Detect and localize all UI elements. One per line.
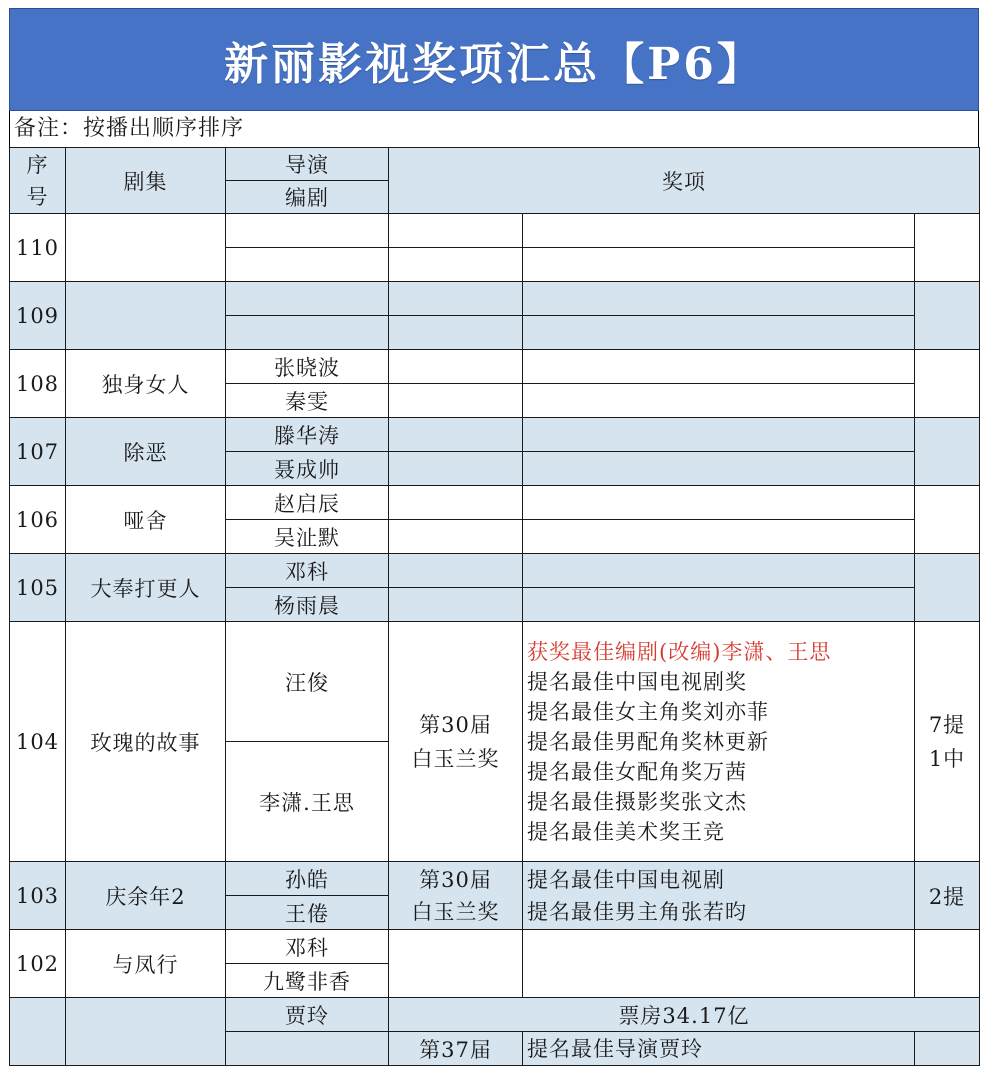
director-cell: 邓科 (226, 554, 389, 588)
count-cell (915, 1032, 980, 1066)
awards-cell (523, 214, 915, 248)
ceremony-cell (389, 214, 523, 248)
awards-cell: 提名最佳导演贾玲 (523, 1032, 915, 1066)
awards-cell (523, 554, 915, 588)
header-writer: 编剧 (226, 181, 389, 214)
award-item: 提名最佳摄影奖张文杰 (527, 789, 747, 814)
awards-cell (523, 316, 915, 350)
ceremony-cell (389, 282, 523, 316)
count-cell (915, 418, 980, 486)
row-number: 108 (10, 350, 66, 418)
writer-cell: 九鹭非香 (226, 964, 389, 998)
header-seq-bottom: 号 (26, 184, 49, 209)
row-number: 103 (10, 862, 66, 930)
director-cell: 滕华涛 (226, 418, 389, 452)
row-number: 107 (10, 418, 66, 486)
ceremony-cell (389, 384, 523, 418)
awards-cell (523, 622, 915, 862)
ceremony-cell (389, 248, 523, 282)
award-item: 提名最佳男主角张若昀 (527, 899, 747, 924)
row-number: 104 (10, 622, 66, 862)
awards-cell (523, 452, 915, 486)
awards-cell (523, 418, 915, 452)
writer-cell (226, 1032, 389, 1066)
table-row (10, 862, 980, 896)
table-row (10, 486, 980, 520)
ceremony-cell: 第37届 (389, 1032, 523, 1066)
awards-cell (523, 282, 915, 316)
row-number: 106 (10, 486, 66, 554)
director-cell: 张晓波 (226, 350, 389, 384)
table-row (10, 622, 980, 742)
drama-title: 独身女人 (66, 350, 226, 418)
count-cell (915, 350, 980, 418)
page-title: 新丽影视奖项汇总【P6】 (9, 8, 979, 111)
award-item: 提名最佳男配角奖林更新 (527, 729, 769, 754)
drama-title: 除恶 (66, 418, 226, 486)
row-number: 105 (10, 554, 66, 622)
header-row (10, 148, 980, 181)
award-item: 提名最佳女配角奖万茜 (527, 759, 747, 784)
awards-cell (523, 384, 915, 418)
drama-title (66, 998, 226, 1066)
header-seq (10, 148, 66, 214)
row-number (10, 998, 66, 1066)
count-cell (915, 214, 980, 282)
awards-cell (523, 350, 915, 384)
writer-cell: 王倦 (226, 896, 389, 930)
writer-cell: 杨雨晨 (226, 588, 389, 622)
award-item: 提名最佳中国电视剧 (527, 867, 725, 892)
ceremony-cell (389, 316, 523, 350)
header-seq-top: 序 (26, 152, 49, 177)
director-cell: 孙皓 (226, 862, 389, 896)
awards-cell (523, 862, 915, 930)
count-cell (915, 930, 980, 998)
ceremony-cell (389, 554, 523, 588)
ceremony-line: 第30届 (419, 712, 492, 737)
ceremony-cell (389, 622, 523, 862)
director-cell (226, 214, 389, 248)
director-cell (226, 282, 389, 316)
awards-table (9, 147, 980, 1066)
count-cell (915, 622, 980, 862)
awards-cell (523, 486, 915, 520)
awards-cell (523, 930, 915, 998)
award-item: 提名最佳中国电视剧奖 (527, 669, 747, 694)
award-summary-sheet (9, 8, 979, 1066)
drama-title: 大奉打更人 (66, 554, 226, 622)
ceremony-cell (389, 418, 523, 452)
count-wins: 1中 (928, 746, 966, 771)
award-win-item: 获奖最佳编剧(改编)李潇、王思 (527, 639, 832, 664)
table-row (10, 930, 980, 964)
awards-cell (523, 520, 915, 554)
table-row (10, 214, 980, 248)
box-office-cell: 票房34.17亿 (389, 998, 980, 1032)
ceremony-line: 第30届 (419, 867, 492, 892)
header-director: 导演 (226, 148, 389, 181)
ceremony-cell (389, 486, 523, 520)
count-nominations: 7提 (928, 712, 966, 737)
writer-cell: 李潇.王思 (226, 742, 389, 862)
table-row (10, 418, 980, 452)
ceremony-cell (389, 862, 523, 930)
writer-cell (226, 248, 389, 282)
drama-title (66, 214, 226, 282)
ceremony-cell (389, 930, 523, 998)
ceremony-cell (389, 452, 523, 486)
sort-note: 备注：按播出顺序排序 (9, 111, 979, 147)
table-row (10, 350, 980, 384)
ceremony-cell (389, 350, 523, 384)
awards-cell (523, 248, 915, 282)
ceremony-line: 白玉兰奖 (411, 899, 500, 924)
writer-cell: 秦雯 (226, 384, 389, 418)
awards-cell (523, 588, 915, 622)
row-number: 102 (10, 930, 66, 998)
award-item: 提名最佳美术奖王竞 (527, 819, 725, 844)
writer-cell (226, 316, 389, 350)
director-cell: 贾玲 (226, 998, 389, 1032)
writer-cell: 吴沚默 (226, 520, 389, 554)
drama-title: 玫瑰的故事 (66, 622, 226, 862)
director-cell: 汪俊 (226, 622, 389, 742)
count-cell: 2提 (915, 862, 980, 930)
drama-title (66, 282, 226, 350)
table-row (10, 282, 980, 316)
count-cell (915, 486, 980, 554)
count-cell (915, 282, 980, 350)
row-number: 110 (10, 214, 66, 282)
writer-cell: 聂成帅 (226, 452, 389, 486)
ceremony-cell (389, 588, 523, 622)
director-cell: 赵启辰 (226, 486, 389, 520)
drama-title: 与凤行 (66, 930, 226, 998)
award-item: 提名最佳女主角奖刘亦菲 (527, 699, 769, 724)
row-number: 109 (10, 282, 66, 350)
table-row (10, 554, 980, 588)
count-cell (915, 554, 980, 622)
ceremony-cell (389, 520, 523, 554)
drama-title: 庆余年2 (66, 862, 226, 930)
header-drama: 剧集 (66, 148, 226, 214)
ceremony-line: 白玉兰奖 (411, 746, 500, 771)
drama-title: 哑舍 (66, 486, 226, 554)
table-row (10, 998, 980, 1032)
header-awards: 奖项 (389, 148, 980, 214)
director-cell: 邓科 (226, 930, 389, 964)
